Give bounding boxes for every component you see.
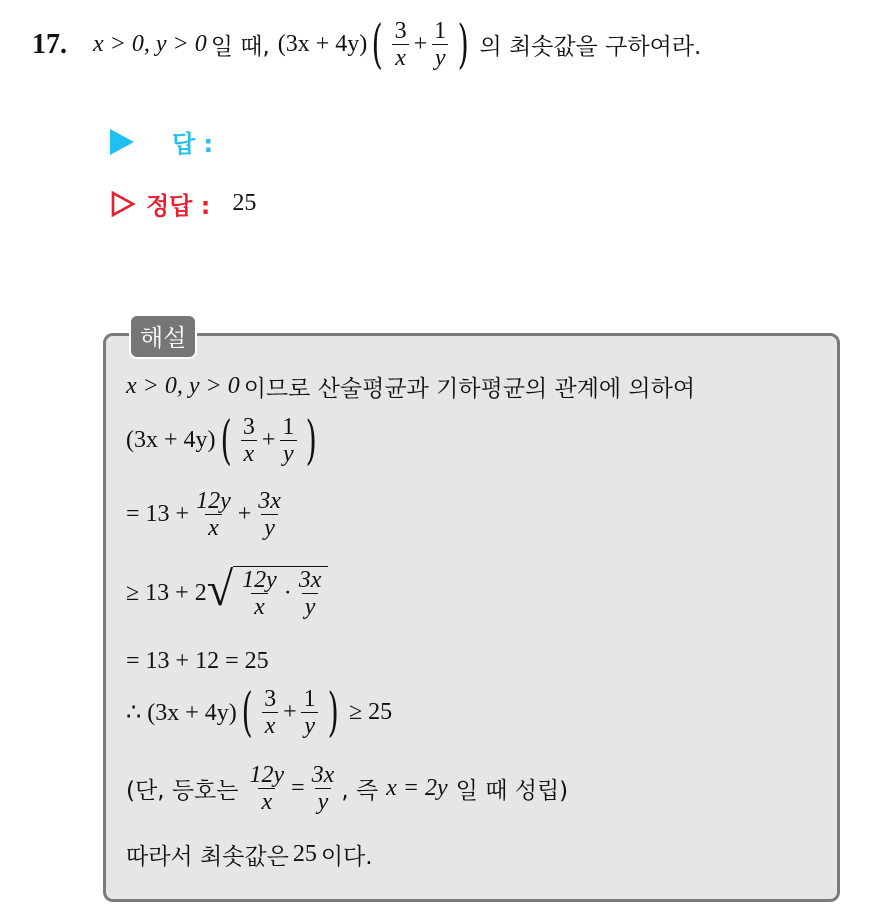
fraction-numerator: 12y xyxy=(196,488,231,514)
problem-question: 의 최솟값을 구하여라. xyxy=(479,34,702,61)
solution-line-1 xyxy=(126,370,695,403)
play-icon xyxy=(110,129,134,155)
solution-line-5 xyxy=(126,648,269,675)
fraction-denominator: x xyxy=(258,788,275,815)
answer-label: 답 : xyxy=(172,130,214,158)
solution-tag: 해설 xyxy=(129,314,197,359)
left-paren: ( xyxy=(220,410,232,471)
fraction-numerator: 12y xyxy=(242,567,277,593)
fraction-numerator: 3 xyxy=(242,414,255,440)
fraction xyxy=(246,762,287,816)
condition-text: 일 때 성립) xyxy=(455,778,569,805)
plus-sign: + xyxy=(283,699,297,726)
problem-statement xyxy=(32,14,702,75)
dot-operator: · xyxy=(283,580,292,607)
equality-condition: x = 2y xyxy=(386,775,448,802)
condition-text: , 즉 xyxy=(341,778,379,805)
left-paren: ( xyxy=(241,682,253,743)
expr-lead: ≥ 13 + 2 xyxy=(126,579,207,606)
fraction-denominator: x xyxy=(241,440,258,467)
solution-line-2 xyxy=(126,410,322,471)
fraction-denominator: x xyxy=(262,712,279,739)
right-paren: ) xyxy=(327,682,339,743)
fraction-denominator: x xyxy=(205,514,222,541)
fraction-numerator: 3x xyxy=(298,567,322,593)
square-root xyxy=(206,563,329,621)
fraction-numerator: 12y xyxy=(249,762,285,788)
left-paren: ( xyxy=(371,14,384,75)
fraction-denominator: y xyxy=(432,44,449,71)
fraction-denominator: y xyxy=(302,593,319,620)
problem-condition-suffix: 일 때, xyxy=(210,34,270,61)
fraction xyxy=(392,18,410,72)
fraction xyxy=(279,414,297,468)
right-paren: ) xyxy=(305,410,318,471)
expr-tail: ≥ 25 xyxy=(348,699,393,726)
condition-text: (단, 등호는 xyxy=(126,778,239,805)
fraction-numerator: 1 xyxy=(434,18,447,44)
fraction xyxy=(431,18,449,72)
problem-expr-lhs: (3x + 4y) xyxy=(277,31,368,58)
fraction-numerator: 1 xyxy=(303,686,316,712)
correct-answer-label: 정답 : xyxy=(146,192,211,220)
fraction-denominator: y xyxy=(315,788,332,815)
expr-lead: = 13 + xyxy=(126,501,190,528)
radicand xyxy=(233,566,328,621)
correct-answer-value: 25 xyxy=(232,190,257,216)
problem-condition: x > 0, y > 0 xyxy=(93,31,207,58)
fraction-denominator: x xyxy=(392,44,409,71)
solution-line-8 xyxy=(126,838,373,871)
fraction-numerator: 3 xyxy=(264,686,277,712)
fraction xyxy=(255,488,284,542)
conclusion-text: 따라서 최솟값은 xyxy=(126,844,289,870)
fraction-denominator: x xyxy=(251,593,268,620)
expr-lead: ∴ (3x + 4y) xyxy=(126,700,237,727)
solution-line-4 xyxy=(126,563,328,621)
fraction-numerator: 3 xyxy=(394,18,407,44)
fraction-denominator: y xyxy=(280,440,297,467)
fraction xyxy=(301,686,319,740)
radical-icon: √ xyxy=(206,563,234,616)
conclusion-text: 이다. xyxy=(320,844,373,870)
conclusion-value: 25 xyxy=(292,841,317,867)
fraction-numerator: 1 xyxy=(282,414,295,440)
fraction-numerator: 3x xyxy=(258,488,281,514)
fraction xyxy=(193,488,234,542)
problem-number: 17. xyxy=(32,28,67,60)
fraction xyxy=(309,762,338,816)
answer-row xyxy=(110,124,213,159)
fraction-numerator: 3x xyxy=(311,762,335,788)
hollow-play-icon xyxy=(110,191,136,217)
fraction xyxy=(240,414,258,468)
solution-condition: x > 0, y > 0 xyxy=(126,373,240,399)
plus-sign: + xyxy=(261,427,276,454)
plus-sign: + xyxy=(237,501,252,528)
solution-line-6 xyxy=(126,682,393,743)
plus-sign: + xyxy=(413,31,428,58)
solution-line-3 xyxy=(126,488,288,542)
right-paren: ) xyxy=(457,14,469,75)
equals-sign: = xyxy=(291,775,305,802)
fraction-denominator: y xyxy=(261,514,278,541)
solution-line-1-text: 이므로 산술평균과 기하평균의 관계에 의하여 xyxy=(243,376,696,402)
solution-line-7 xyxy=(126,762,568,816)
fraction xyxy=(296,567,325,621)
expr-lhs: (3x + 4y) xyxy=(126,427,216,454)
fraction xyxy=(261,686,279,740)
fraction-denominator: y xyxy=(301,712,318,739)
correct-answer-row xyxy=(110,186,256,221)
expr-result: = 13 + 12 = 25 xyxy=(126,648,269,674)
fraction xyxy=(239,567,280,621)
